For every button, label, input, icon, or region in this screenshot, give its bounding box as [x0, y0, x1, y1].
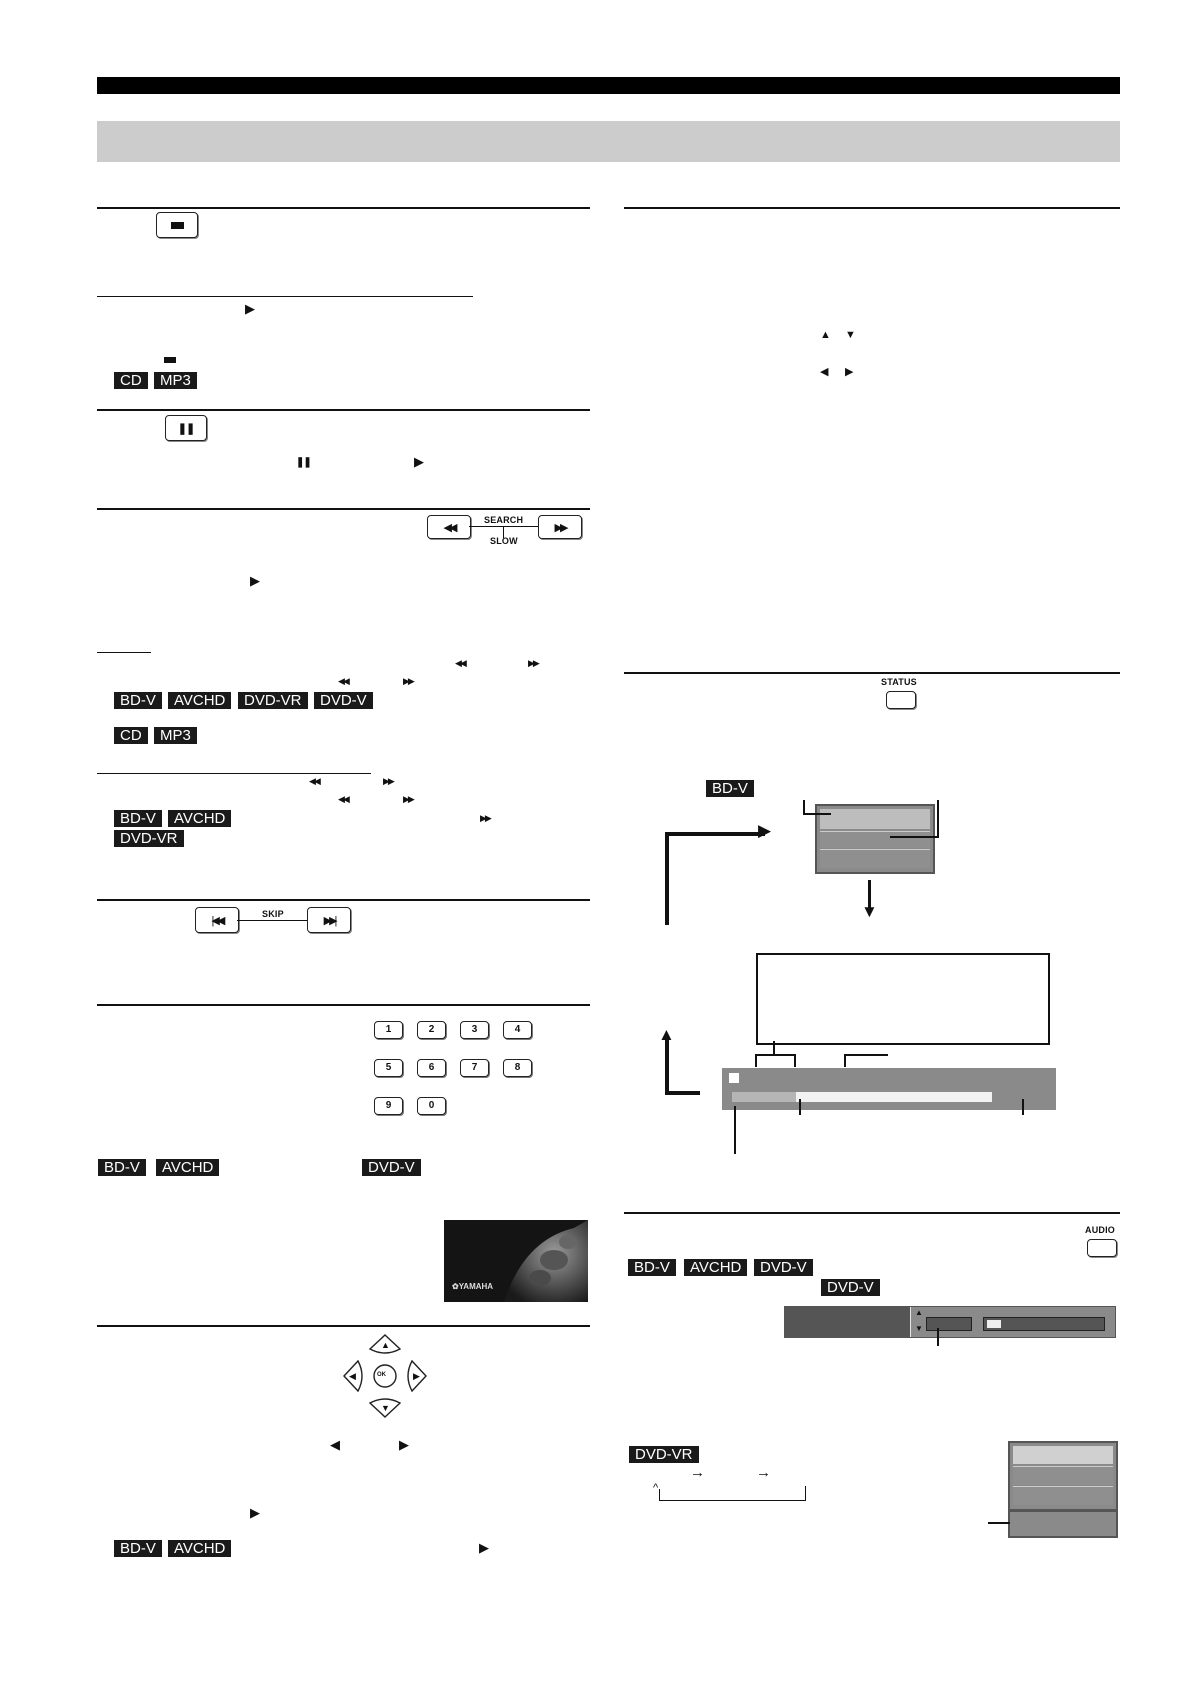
menu-row-highlight: [1013, 1446, 1113, 1464]
callout-line: [773, 1041, 775, 1054]
left-arrow-icon: ◀: [820, 366, 829, 378]
down-arrow-icon: ▼: [381, 1403, 390, 1413]
number-key-9[interactable]: 9: [374, 1097, 403, 1115]
audio-bar-value-area: [911, 1307, 1115, 1337]
number-key-2[interactable]: 2: [417, 1021, 446, 1039]
number-key-7[interactable]: 7: [460, 1059, 489, 1077]
fast-forward-icon: ▶▶: [383, 776, 393, 786]
right-arrow-icon: ▶: [758, 821, 772, 840]
number-key-3[interactable]: 3: [460, 1021, 489, 1039]
rewind-icon: ◀◀: [338, 794, 348, 804]
section-rule: [624, 1212, 1120, 1214]
menu-row: [1013, 1486, 1113, 1505]
section-rule: [97, 1004, 590, 1006]
cycle-arrow-line: [665, 832, 765, 836]
progress-fill: [732, 1092, 796, 1102]
down-arrow-icon: ▼: [845, 329, 856, 341]
left-arrow-icon: ◀: [349, 1371, 356, 1381]
info-callout-box: [756, 953, 1050, 1045]
audio-info-bar: [784, 1306, 1116, 1338]
right-arrow-icon: ▶: [413, 1371, 420, 1381]
badge-avchd: AVCHD: [156, 1159, 219, 1176]
badge-bd-v: BD-V: [114, 810, 162, 827]
badge-avchd: AVCHD: [168, 1540, 231, 1557]
sub-rule: [97, 652, 151, 653]
left-arrow-icon: ◀: [330, 1437, 340, 1452]
top-black-bar: [97, 77, 1120, 94]
callout-line: [755, 1054, 795, 1056]
fast-forward-icon: ▶▶: [403, 794, 413, 804]
badge-cd: CD: [114, 372, 148, 389]
section-rule: [624, 207, 1120, 209]
badge-bd-v: BD-V: [114, 692, 162, 709]
badge-avchd: AVCHD: [168, 810, 231, 827]
badge-dvd-v: DVD-V: [314, 692, 373, 709]
skip-forward-icon: ▶▶|: [323, 914, 335, 927]
status-button[interactable]: [886, 691, 916, 709]
stop-icon: [171, 222, 184, 229]
stop-icon: [729, 1073, 739, 1083]
connector-line: [237, 920, 307, 921]
callout-line: [794, 1054, 796, 1067]
section-title-band: [97, 121, 1120, 162]
dolby-icon: [987, 1320, 1001, 1328]
status-label: STATUS: [881, 677, 917, 687]
badge-bd-v: BD-V: [98, 1159, 146, 1176]
section-rule: [97, 1325, 590, 1327]
right-arrow-icon: ▶: [399, 1437, 409, 1452]
skip-back-button[interactable]: [195, 907, 239, 933]
up-arrow-icon: ▲: [820, 329, 831, 341]
section-rule: [97, 207, 590, 209]
fast-forward-icon: ▶▶: [554, 521, 566, 534]
number-key-1[interactable]: 1: [374, 1021, 403, 1039]
callout-line: [1022, 1099, 1024, 1115]
number-key-0[interactable]: 0: [417, 1097, 446, 1115]
number-key-5[interactable]: 5: [374, 1059, 403, 1077]
callout-line: [988, 1522, 1010, 1524]
audio-format-field: [983, 1317, 1105, 1331]
section-rule: [624, 672, 1120, 674]
callout-line: [803, 800, 805, 814]
audio-track-field: [926, 1317, 972, 1331]
callout-line: [937, 800, 939, 838]
pause-button[interactable]: [165, 415, 207, 441]
number-key-4[interactable]: 4: [503, 1021, 532, 1039]
up-arrow-icon: ▲: [915, 1308, 923, 1317]
cycle-arrow-line: [665, 1091, 700, 1095]
badge-avchd: AVCHD: [168, 692, 231, 709]
badge-dvd-vr: DVD-VR: [238, 692, 308, 709]
badge-dvd-vr: DVD-VR: [629, 1446, 699, 1463]
badge-dvd-vr: DVD-VR: [114, 830, 184, 847]
status-menu-screen: [815, 804, 935, 874]
rewind-icon: ◀◀: [455, 658, 465, 668]
callout-line: [803, 813, 831, 815]
badge-avchd: AVCHD: [684, 1259, 747, 1276]
ok-button[interactable]: OK: [377, 1372, 386, 1378]
play-icon: ▶: [479, 1540, 489, 1555]
play-icon: ▶: [250, 573, 260, 588]
cycle-arrow-line: [659, 1500, 806, 1501]
up-arrow-icon: ▲: [658, 1025, 675, 1044]
badge-mp3: MP3: [154, 727, 197, 744]
play-icon: ▶: [245, 301, 255, 316]
pause-icon: ❚❚: [177, 422, 195, 435]
menu-row-highlight: [820, 809, 930, 829]
fast-forward-icon: ▶▶: [528, 658, 538, 668]
badge-dvd-v: DVD-V: [754, 1259, 813, 1276]
status-info-bar: [722, 1068, 1056, 1110]
section-rule: [97, 409, 590, 411]
callout-line: [799, 1099, 801, 1115]
cycle-arrow-line: [665, 1038, 669, 1094]
badge-dvd-v: DVD-V: [362, 1159, 421, 1176]
menu-row: [1013, 1466, 1113, 1485]
sub-rule: [97, 773, 371, 774]
skip-back-icon: |◀◀: [211, 914, 223, 927]
callout-line: [890, 836, 939, 838]
callout-line: [844, 1054, 846, 1067]
right-arrow-icon: →: [756, 1464, 771, 1481]
rewind-icon: ◀◀: [309, 776, 319, 786]
up-arrow-icon: ^: [653, 1482, 659, 1494]
badge-dvd-v: DVD-V: [821, 1279, 880, 1296]
play-icon: ▶: [250, 1505, 260, 1520]
cycle-arrow-line: [805, 1486, 806, 1501]
menu-row: [820, 831, 930, 848]
number-key-6[interactable]: 6: [417, 1059, 446, 1077]
stop-button[interactable]: [156, 212, 198, 238]
cycle-arrow-line: [665, 832, 669, 925]
badge-bd-v: BD-V: [706, 780, 754, 797]
sub-rule: [97, 296, 473, 297]
badge-bd-v: BD-V: [114, 1540, 162, 1557]
rewind-icon: ◀◀: [443, 521, 455, 534]
play-icon: ▶: [414, 454, 424, 469]
fast-forward-search-button[interactable]: [538, 515, 582, 539]
callout-line: [844, 1054, 888, 1056]
slow-label: SLOW: [490, 536, 518, 546]
number-key-8[interactable]: 8: [503, 1059, 532, 1077]
fast-forward-icon: ▶▶: [403, 676, 413, 686]
section-rule: [97, 508, 590, 510]
audio-bar-label-area: [785, 1307, 910, 1337]
callout-line: [755, 1054, 757, 1067]
callout-line: [734, 1106, 736, 1154]
up-arrow-icon: ▲: [381, 1340, 390, 1350]
stop-icon: [164, 357, 176, 363]
rewind-icon: ◀◀: [338, 676, 348, 686]
callout-line: [937, 1328, 939, 1346]
menu-row: [820, 849, 930, 868]
yamaha-thumbnail: [444, 1220, 588, 1302]
down-arrow-icon: ▼: [915, 1324, 923, 1333]
badge-cd: CD: [114, 727, 148, 744]
down-arrow-icon: ▼: [861, 902, 878, 921]
audio-menu-screen: [1008, 1441, 1118, 1511]
badge-mp3: MP3: [154, 372, 197, 389]
rewind-search-button[interactable]: [427, 515, 471, 539]
right-arrow-icon: ▶: [845, 366, 854, 378]
skip-label: SKIP: [262, 909, 284, 919]
section-rule: [97, 899, 590, 901]
cycle-arrow-line: [659, 1489, 660, 1501]
right-arrow-icon: →: [690, 1464, 705, 1481]
skip-forward-button[interactable]: [307, 907, 351, 933]
fast-forward-icon: ▶▶: [480, 813, 490, 823]
audio-button[interactable]: [1087, 1239, 1117, 1257]
yamaha-logo: ✿YAMAHA: [452, 1282, 494, 1291]
search-label: SEARCH: [484, 515, 524, 525]
audio-menu-footer: [1008, 1510, 1118, 1538]
audio-label: AUDIO: [1085, 1225, 1115, 1235]
pause-icon: ❚❚: [296, 457, 311, 468]
badge-bd-v: BD-V: [628, 1259, 676, 1276]
